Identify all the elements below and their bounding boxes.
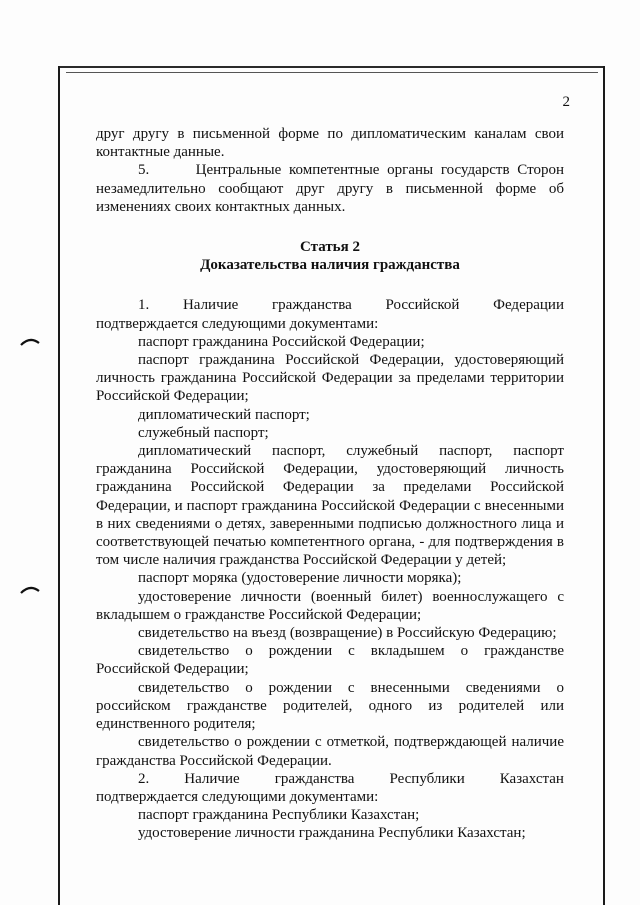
paragraph-item-5: 5. Центральные компетентные органы государств Сторон незамедлительно сообщают друг другу в письменной форме об изменениях своих контактных данных. — [96, 162, 564, 215]
section-2-number: 2. — [138, 770, 150, 787]
list-item: свидетельство о рождении с внесенными сведениями о российском гражданстве родителей, одного из родителей или единственного родителя; — [96, 679, 564, 733]
section-2-lead: 2. Наличие гражданства Республики Казахстан — [138, 770, 564, 787]
list-item: удостоверение личности (военный билет) военнослужащего с вкладышем о гражданстве Российской Федерации; — [96, 588, 564, 623]
binding-mark-icon — [20, 336, 40, 346]
list-item: паспорт моряка (удостоверение личности моряка); — [138, 570, 462, 587]
section-2-continuation: подтверждается следующими документами: — [96, 788, 379, 805]
list-item: дипломатический паспорт; — [138, 406, 310, 423]
list-item: служебный паспорт; — [138, 424, 269, 441]
binding-mark-icon — [20, 584, 40, 594]
article-title: Доказательства наличия гражданства — [200, 257, 460, 274]
page-number: 2 — [562, 94, 570, 110]
list-item: удостоверение личности гражданина Республики Казахстан; — [138, 825, 526, 842]
list-item: свидетельство о рождении с вкладышем о гражданстве Российской Федерации; — [96, 643, 564, 678]
list-item: паспорт гражданина Республики Казахстан; — [138, 807, 420, 824]
document-body — [96, 125, 564, 843]
section-1-number: 1. — [138, 297, 150, 314]
list-item: паспорт гражданина Российской Федерации, удостоверяющий личность гражданина Российской Федерации за пределами территории Российской Федерации; — [96, 352, 564, 405]
list-item: свидетельство на въезд (возвращение) в Российскую Федерацию; — [138, 625, 557, 642]
section-1-lead: 1. Наличие гражданства Российской Федерации — [138, 297, 564, 314]
article-number: Статья 2 — [300, 239, 360, 256]
section-1-continuation: подтверждается следующими документами: — [96, 315, 379, 332]
page-border-top — [58, 66, 605, 68]
list-item: паспорт гражданина Российской Федерации; — [138, 333, 425, 350]
list-item: свидетельство о рождении с отметкой, подтверждающей наличие гражданства Российской Федерации. — [96, 734, 564, 769]
page-border-top-inner — [66, 72, 598, 73]
page-border-left — [58, 66, 60, 905]
paragraph: друг другу в письменной форме по дипломатическим каналам свои контактные данные. — [96, 126, 564, 161]
list-item: дипломатический паспорт, служебный паспорт, паспорт гражданина Российской Федерации, удостоверяющий личность гражданина Российской Федерации за пределами Российской Федерации, и паспорт гражданина Российской Федерации с внесенными в них сведениями о детях, заверенными подписью должностного лица и соответствующей печатью компетентного органа, - для подтверждения в том числе наличия гражданства Российской Федерации у детей; — [96, 443, 564, 569]
page-border-right — [603, 66, 605, 905]
